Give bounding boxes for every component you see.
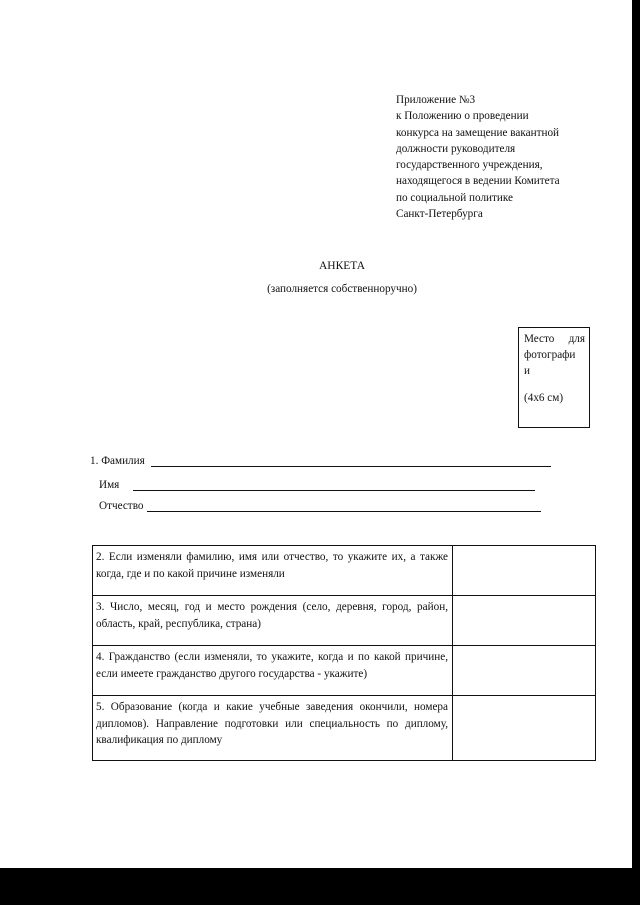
surname-label: 1. Фамилия (90, 455, 145, 467)
form-subtitle: (заполняется собственноручно) (267, 283, 417, 295)
surname-input-line[interactable] (151, 454, 551, 467)
name-input-line[interactable] (133, 478, 535, 491)
appendix-line: должности руководителя (396, 142, 516, 155)
question-cell: 5. Образование (когда и какие учебные заведения окончили, номера дипломов). Направление подготовки или специальность по диплому, квалификация по диплому (93, 696, 453, 761)
answer-cell[interactable] (453, 646, 596, 696)
question-cell: 2. Если изменяли фамилию, имя или отчество, то укажите их, а также когда, где и по какой причине изменяли (93, 546, 453, 596)
photo-label-line: и (524, 365, 530, 377)
question-cell: 3. Число, месяц, год и место рождения (село, деревня, город, район, область, край, республика, страна) (93, 596, 453, 646)
photo-label-line (524, 331, 585, 347)
surname-row (90, 454, 551, 467)
answer-cell[interactable] (453, 546, 596, 596)
appendix-line: Санкт-Петербурга (396, 208, 483, 221)
patronymic-row (99, 499, 541, 512)
name-label: Имя (99, 479, 120, 491)
table-row (93, 546, 596, 596)
appendix-line: находящегося в ведении Комитета (396, 175, 560, 188)
patronymic-input-line[interactable] (147, 499, 541, 512)
answer-cell[interactable] (453, 696, 596, 761)
appendix-line: государственного учреждения, (396, 159, 543, 172)
photo-label-line: фотографи (524, 349, 576, 361)
appendix-header (396, 92, 596, 222)
photo-size-label: (4х6 см) (524, 392, 564, 404)
table-row (93, 696, 596, 761)
answer-cell[interactable] (453, 596, 596, 646)
photo-label-word: Место (524, 333, 555, 345)
appendix-line: Приложение №3 (396, 94, 476, 106)
photo-label-word: для (568, 333, 585, 345)
appendix-line: конкурса на замещение вакантной (396, 126, 560, 139)
table-row (93, 596, 596, 646)
question-cell: 4. Гражданство (если изменяли, то укажите, когда и по какой причине, если имеете гражданство другого государства - укажите) (93, 646, 453, 696)
patronymic-label: Отчество (99, 500, 144, 512)
appendix-line: по социальной политике (396, 191, 514, 204)
form-title: АНКЕТА (318, 260, 366, 272)
questionnaire-table (92, 545, 596, 761)
photo-placeholder[interactable] (518, 327, 590, 428)
name-row (99, 478, 535, 491)
scan-border (0, 868, 640, 905)
appendix-line: к Положению о проведении (396, 110, 529, 123)
table-row (93, 646, 596, 696)
